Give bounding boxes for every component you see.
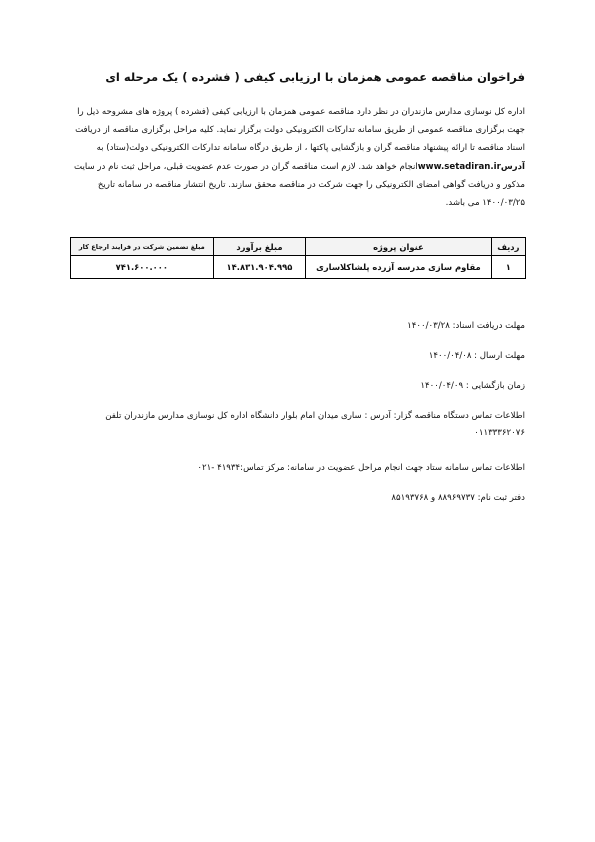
header-project: عنوان پروژه xyxy=(306,238,491,256)
cell-row-no: ۱ xyxy=(491,256,525,279)
address-label: آدرس xyxy=(500,161,525,172)
intro-line-6: ۱۴۰۰/۰۳/۲۵ می باشد. xyxy=(445,198,525,209)
opening-time: زمان بازگشایی : ۱۴۰۰/۰۴/۰۹ xyxy=(420,381,525,391)
intro-line-4 xyxy=(69,158,525,176)
contact-address: اطلاعات تماس دستگاه مناقصه گزار: آدرس : ساری میدان امام بلوار دانشگاه اداره کل نوسازی مدارس مازندران تلفن xyxy=(105,411,525,421)
intro-line-1: اداره کل نوسازی مدارس مازندران در نظر دارد مناقصه عمومی همزمان با ارزیابی کیفی (فشرده ) پروژه های مشروحه ذیل را xyxy=(77,107,525,117)
header-guarantee: مبلغ تضمین شرکت در فرایند ارجاع کار xyxy=(71,238,214,256)
setad-contact: اطلاعات تماس سامانه ستاد جهت انجام مراحل عضویت در سامانه: مرکز تماس:۴۱۹۳۴ -۰۲۱ xyxy=(197,463,525,473)
intro-line-4-text: انجام خواهد شد. لازم است مناقصه گران در صورت عدم عضویت قبلی، مراحل ثبت نام در سایت xyxy=(74,161,418,172)
receive-deadline: مهلت دریافت اسناد: ۱۴۰۰/۰۳/۲۸ xyxy=(407,321,525,331)
table-row xyxy=(71,256,526,279)
intro-line-3: اسناد مناقصه تا ارائه پیشنهاد مناقصه گران و بازگشایی پاکتها ، از طریق درگاه سامانه تدارکات الکترونیکی دولت(ستاد) به xyxy=(96,143,525,154)
document-title: فراخوان مناقصه عمومی همزمان با ارزیابی کیفی ( فشرده ) یک مرحله ای xyxy=(105,70,525,84)
contact-phone: ۰۱۱۳۳۳۶۲۰۷۶ xyxy=(474,428,525,438)
intro-line-5: مذکور و دریافت گواهی امضای الکترونیکی را جهت شرکت در مناقصه محقق سازند. تاریخ انتشار مناقصه در سامانه تاریخ xyxy=(97,179,525,190)
header-row-no: ردیف xyxy=(491,238,525,256)
intro-line-2: جهت برگزاری مناقصه عمومی از طریق سامانه تدارکات الکترونیکی دولت برگزار نماید. کلیه مراحل برگزاری مناقصه از دریافت xyxy=(75,125,525,136)
contact-info xyxy=(69,408,525,442)
cell-guarantee: ۷۴۱.۶۰۰.۰۰۰ xyxy=(71,256,214,279)
submit-deadline: مهلت ارسال : ۱۴۰۰/۰۴/۰۸ xyxy=(428,351,525,361)
cell-estimate: ۱۴.۸۳۱.۹۰۴.۹۹۵ xyxy=(213,256,306,279)
intro-paragraph xyxy=(69,103,525,212)
tender-table xyxy=(70,237,526,279)
header-estimate: مبلغ برآورد xyxy=(213,238,306,256)
registry-office: دفتر ثبت نام: ۸۸۹۶۹۷۳۷ و ۸۵۱۹۳۷۶۸ xyxy=(391,493,525,503)
cell-project: مقاوم سازی مدرسه آزرده پلشاکلاساری xyxy=(306,256,491,279)
setad-url-link[interactable]: www.setadiran.ir xyxy=(417,161,501,172)
table-header-row xyxy=(71,238,526,256)
